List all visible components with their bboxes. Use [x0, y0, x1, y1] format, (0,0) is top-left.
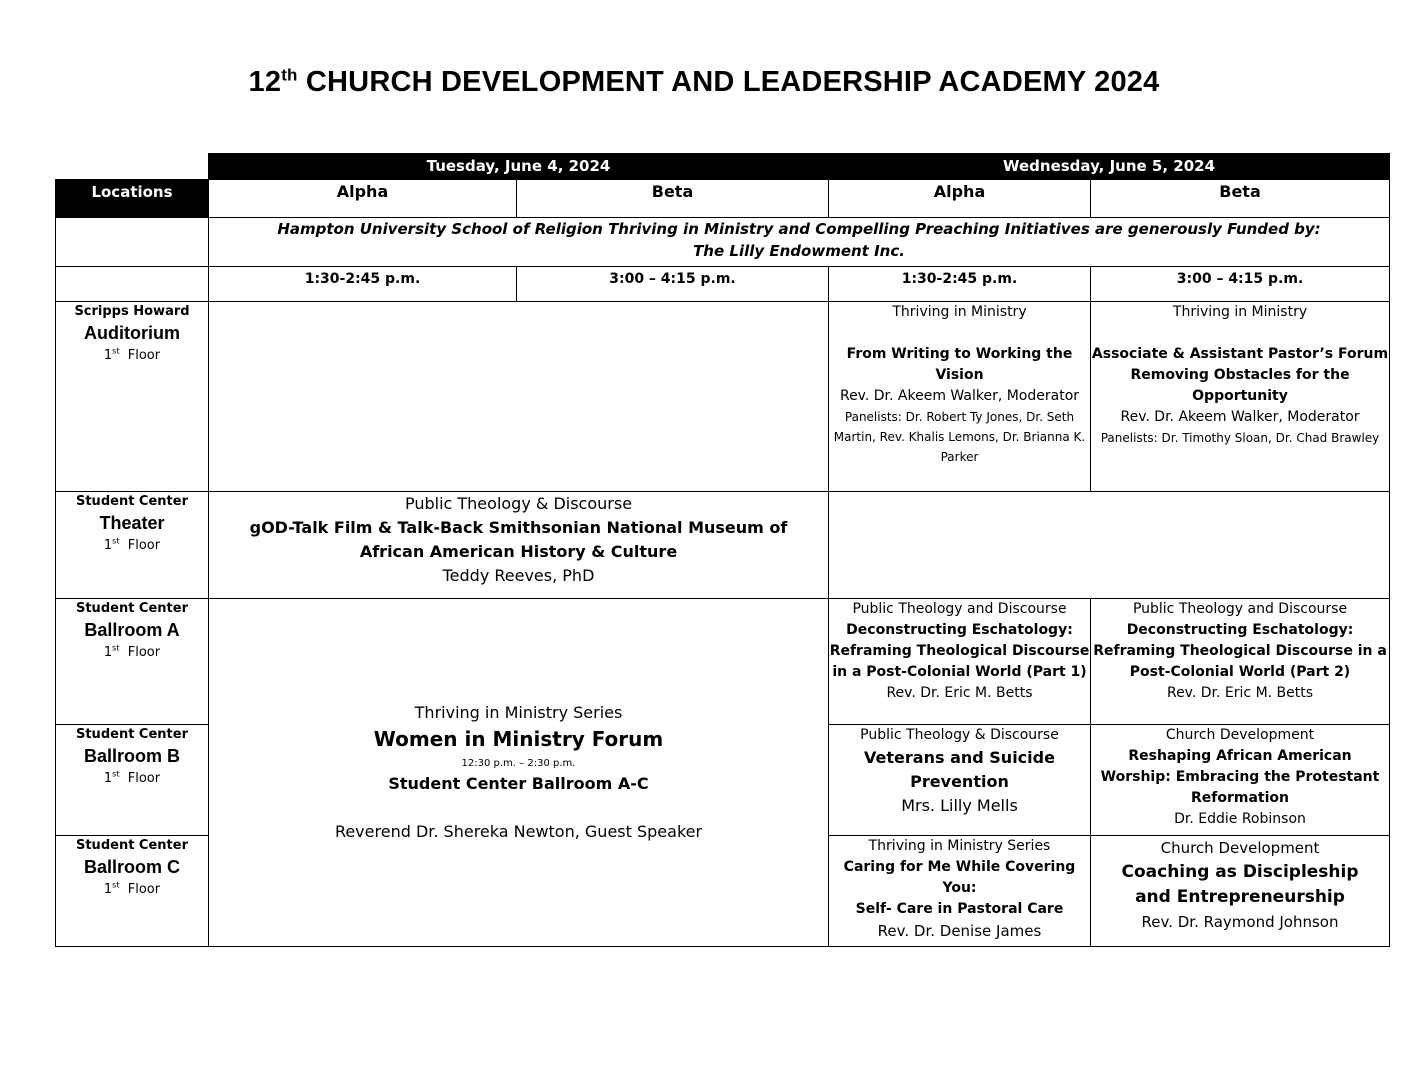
- session-time: 12:30 p.m. – 2:30 p.m.: [461, 758, 576, 769]
- subheader-row: [56, 180, 1390, 218]
- schedule-table: [55, 153, 1390, 947]
- corner-blank: [56, 154, 209, 180]
- session-subtitle: Self- Care in Pastoral Care: [855, 901, 1064, 917]
- session-room: Student Center Ballroom A-C: [388, 774, 649, 793]
- session-title: Coaching as Discipleship and Entrepreneurship: [1121, 862, 1359, 907]
- time-wed-alpha: 1:30-2:45 p.m.: [829, 267, 1091, 302]
- auditorium-tuesday-empty: [209, 302, 829, 492]
- session-track: Church Development: [1165, 727, 1315, 743]
- alpha-header-tue: Alpha: [209, 180, 517, 218]
- funding-row-blank: [56, 218, 209, 267]
- location-room: Theater: [99, 513, 165, 533]
- location-theater: [56, 492, 209, 599]
- beta-header-wed: Beta: [1091, 180, 1390, 218]
- session-track: Public Theology & Discourse: [404, 494, 633, 513]
- session-auditorium-wed-alpha: [829, 302, 1091, 492]
- session-title: Reshaping African American Worship: Embracing the Protestant Reformation: [1100, 748, 1380, 806]
- session-speaker: Teddy Reeves, PhD: [442, 566, 595, 585]
- session-women-in-ministry-forum: [209, 599, 829, 947]
- session-speaker: Rev. Dr. Raymond Johnson: [1141, 913, 1339, 931]
- day-header-wednesday: Wednesday, June 5, 2024: [829, 154, 1390, 180]
- session-auditorium-wed-beta: [1091, 302, 1390, 492]
- time-wed-beta: 3:00 – 4:15 p.m.: [1091, 267, 1390, 302]
- session-ballroom-c-wed-alpha: [829, 836, 1091, 947]
- session-speaker: Rev. Dr. Eric M. Betts: [1166, 685, 1314, 701]
- location-floor: 1st Floor: [103, 346, 161, 363]
- session-track: Thriving in Ministry: [1172, 304, 1308, 320]
- session-panelists: Panelists: Dr. Robert Ty Jones, Dr. Seth Martin, Rev. Khalis Lemons, Dr. Brianna K. Parker: [833, 410, 1086, 464]
- session-ballroom-b-wed-beta: [1091, 725, 1390, 836]
- location-building: Student Center: [75, 494, 188, 509]
- session-ballroom-c-wed-beta: [1091, 836, 1390, 947]
- location-room: Ballroom B: [83, 746, 180, 766]
- day-header-tuesday: Tuesday, June 4, 2024: [209, 154, 829, 180]
- session-ballroom-b-wed-alpha: [829, 725, 1091, 836]
- session-speaker: Reverend Dr. Shereka Newton, Guest Speaker: [334, 822, 703, 841]
- time-tue-beta: 3:00 – 4:15 p.m.: [517, 267, 829, 302]
- session-track: Public Theology and Discourse: [1132, 601, 1348, 617]
- location-room: Auditorium: [84, 323, 180, 343]
- location-building: Student Center: [75, 727, 188, 742]
- theater-wednesday-empty: [829, 492, 1390, 599]
- location-ballroom-c: [56, 836, 209, 947]
- times-row-blank: [56, 267, 209, 302]
- alpha-header-wed: Alpha: [829, 180, 1091, 218]
- session-track: Public Theology & Discourse: [860, 727, 1059, 743]
- session-track: Thriving in Ministry Series: [868, 838, 1051, 854]
- funding-line-1: Hampton University School of Religion Thriving in Ministry and Compelling Preaching Initiatives are generously Funded by:: [277, 220, 1321, 238]
- session-speaker: Rev. Dr. Akeem Walker, Moderator: [1120, 409, 1360, 425]
- session-speaker: Mrs. Lilly Mells: [901, 796, 1018, 815]
- session-title: Women in Ministry Forum: [373, 727, 664, 751]
- session-speaker: Rev. Dr. Denise James: [877, 922, 1042, 940]
- session-track: Thriving in Ministry Series: [414, 703, 623, 722]
- funding-row: [56, 218, 1390, 267]
- session-title: Deconstructing Eschatology: Reframing Theological Discourse in a Post-Colonial World (Part 2): [1093, 622, 1387, 680]
- location-ballroom-a: [56, 599, 209, 725]
- location-building: Student Center: [75, 601, 188, 616]
- funding-line-2: The Lilly Endowment Inc.: [693, 242, 905, 260]
- session-title: Caring for Me While Covering You:: [843, 859, 1076, 896]
- ballroom-a-row: [56, 599, 1390, 725]
- location-floor: 1st Floor: [103, 643, 161, 660]
- session-title: gOD-Talk Film & Talk-Back Smithsonian National Museum of African American History & Culture: [249, 518, 788, 561]
- session-track: Church Development: [1160, 839, 1320, 857]
- session-ballroom-a-wed-beta: [1091, 599, 1390, 725]
- location-floor: 1st Floor: [103, 769, 161, 786]
- location-auditorium: [56, 302, 209, 492]
- location-room: Ballroom C: [83, 857, 180, 877]
- day-header-row: [56, 154, 1390, 180]
- session-theater-tuesday: [209, 492, 829, 599]
- session-speaker: Rev. Dr. Eric M. Betts: [886, 685, 1033, 701]
- location-floor: 1st Floor: [103, 536, 161, 553]
- session-title: From Writing to Working the Vision: [846, 346, 1073, 383]
- location-room: Ballroom A: [84, 620, 180, 640]
- location-building: Scripps Howard: [74, 304, 190, 319]
- location-floor: 1st Floor: [103, 880, 161, 897]
- session-panelists: Panelists: Dr. Timothy Sloan, Dr. Chad Brawley: [1100, 431, 1380, 445]
- locations-header: Locations: [56, 180, 209, 218]
- session-track: Public Theology and Discourse: [852, 601, 1067, 617]
- time-tue-alpha: 1:30-2:45 p.m.: [209, 267, 517, 302]
- session-track: Thriving in Ministry: [892, 304, 1027, 320]
- session-speaker: Dr. Eddie Robinson: [1174, 811, 1306, 827]
- session-title: Associate & Assistant Pastor’s Forum Removing Obstacles for the Opportunity: [1091, 346, 1389, 404]
- session-title: Veterans and Suicide Prevention: [864, 748, 1055, 791]
- times-row: [56, 267, 1390, 302]
- funding-note: [209, 218, 1390, 267]
- session-ballroom-a-wed-alpha: [829, 599, 1091, 725]
- page-title: 12th CHURCH DEVELOPMENT AND LEADERSHIP ACADEMY 2024: [248, 65, 1160, 98]
- location-ballroom-b: [56, 725, 209, 836]
- session-speaker: Rev. Dr. Akeem Walker, Moderator: [839, 388, 1080, 404]
- auditorium-row: [56, 302, 1390, 492]
- location-building: Student Center: [75, 838, 188, 853]
- theater-row: [56, 492, 1390, 599]
- session-title: Deconstructing Eschatology: Reframing Theological Discourse in a Post-Colonial World (Part 1): [829, 622, 1090, 680]
- beta-header-tue: Beta: [517, 180, 829, 218]
